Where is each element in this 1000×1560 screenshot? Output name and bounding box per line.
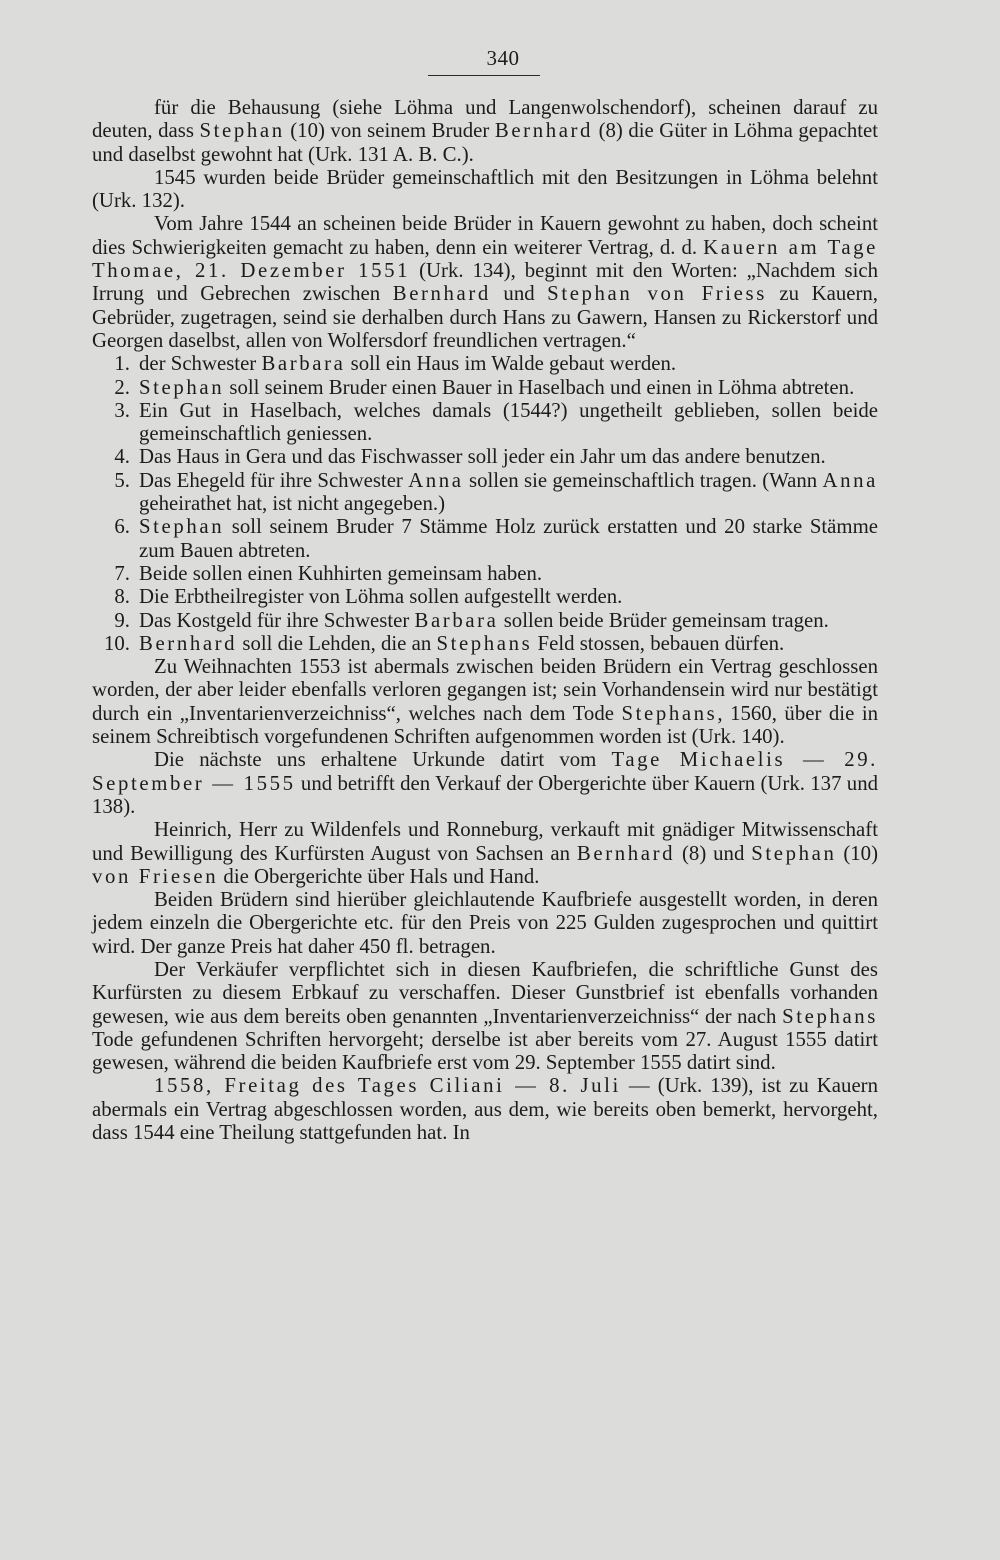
text-run: der Schwester [139, 352, 262, 376]
text-run: und betrifft den Verkauf der Obergerichte über Kauern (Urk. 137 und 138). [92, 771, 878, 818]
text-run: (8) die Güter in Löhma gepachtet und daselbst gewohnt hat (Urk. 131 A. B. C.). [92, 119, 879, 166]
list-item-number: 10. [104, 631, 130, 655]
text-run: Die nächste uns erhaltene Urkunde datirt vom [154, 748, 612, 772]
text-run: Beiden Brüdern sind hierüber gleichlautende Kaufbriefe ausgestellt worden, in deren jedem einzeln die Obergerichte etc. für den Preis von 225 Gulden zugesprochen und quittirt wird. Der ganze Preis hat daher 450 fl. betragen. [92, 888, 878, 958]
list-item [92, 469, 878, 516]
text-run: zu Kauern, Gebrüder, zugetragen, seind sie derhalben durch Hans zu Gawern, Hansen zu Rickerstorf und Georgen daselbst, allen von Wolfersdorf freundlichen vertragen.“ [92, 282, 878, 352]
text-run: (Urk. 134), beginnt mit den Worten: „Nachdem sich Irrung und Gebrechen zwischen [92, 259, 878, 306]
spaced-name-text: Tage Michaelis — 29. September — 1555 [92, 748, 878, 795]
text-run: Beide sollen einen Kuhhirten gemeinsam haben. [139, 561, 543, 585]
text-run: soll seinem Bruder einen Bauer in Haselbach und einen in Löhma abtreten. [224, 375, 855, 399]
paragraphs-bottom [92, 655, 878, 1144]
text-run: Heinrich, Herr zu Wildenfels und Ronneburg, verkauft mit gnädiger Mitwissenschaft und Bewilligung des Kurfürsten August von Sachsen an [92, 818, 878, 865]
spaced-name-text: Bernhard [139, 631, 238, 655]
text-run: die Obergerichte über Hals und Hand. [218, 864, 540, 888]
spaced-name-text: Stephan [139, 375, 225, 399]
spaced-name-text: Barbara [261, 352, 346, 376]
text-run: 1545 wurden beide Brüder gemeinschaftlich mit den Besitzungen in Löhma belehnt (Urk. 132). [92, 165, 878, 213]
header-rule [428, 75, 540, 76]
list-item-text [139, 515, 878, 561]
list-item-text [139, 376, 854, 399]
list-item [92, 376, 878, 399]
text-run: und [490, 282, 548, 306]
text-run: geheirathet hat, ist nicht angegeben.) [139, 492, 446, 516]
spaced-name-text: Bernhard [494, 119, 594, 143]
text-run: sollen sie gemeinschaftlich tragen. (Wann [463, 468, 823, 492]
spaced-name-text: Bernhard [576, 841, 676, 865]
spaced-name-text: 1558, Freitag des Tages Ciliani — 8. Juli [154, 1074, 621, 1098]
text-run: für die Behausung (siehe Löhma und Langenwolschendorf), scheinen darauf zu deuten, dass [92, 96, 878, 143]
spaced-name-text: Stephan [751, 841, 837, 865]
spaced-name-text: Anna [408, 468, 464, 492]
list-item-text [139, 352, 676, 375]
list-item [92, 515, 878, 562]
text-run: (10) von seinem Bruder [284, 119, 495, 143]
agreement-list [92, 352, 878, 655]
spaced-name-text: Stephan [199, 119, 285, 143]
text-run: Feld stossen, bebauen dürfen. [532, 631, 785, 655]
list-item [92, 609, 878, 632]
paragraphs-top [92, 96, 878, 352]
list-item-number: 9. [114, 608, 130, 632]
text-run: Das Kostgeld für ihre Schwester [139, 608, 415, 632]
spaced-name-text: Barbara [414, 608, 499, 632]
text-run: soll die Lehden, die an [237, 631, 437, 655]
text-run: sollen beide Brüder gemeinsam tragen. [498, 608, 829, 632]
list-item-text [139, 609, 829, 632]
spaced-name-text: Stephans [436, 631, 533, 655]
list-item [92, 399, 878, 446]
list-item-number: 7. [114, 561, 130, 585]
paragraph-p4 [92, 655, 878, 748]
list-item [92, 632, 878, 655]
text-run: soll ein Haus im Walde gebaut werden. [345, 352, 677, 376]
list-item-number: 8. [114, 585, 130, 609]
paragraph-p6 [92, 818, 878, 888]
paragraph-p3 [92, 212, 878, 352]
list-item-text [139, 399, 878, 445]
spaced-name-text: Stephan [139, 515, 225, 539]
text-run: Zu Weihnachten 1553 ist abermals zwischen beiden Brüdern ein Vertrag geschlossen worden, der aber leider ebenfalls verloren gegangen ist; sein Vorhandensein wird nur bestätigt durch ein „Inventarienverzeichniss“, welches nach dem Tode [92, 655, 878, 725]
text-run: (8) und [675, 841, 752, 865]
paragraph-p8 [92, 958, 878, 1074]
list-item-text [139, 562, 542, 585]
page-body [92, 96, 878, 1144]
list-item-text [139, 469, 878, 515]
spaced-name-text: Stephans [782, 1004, 878, 1028]
text-run: Tode gefundenen Schriften hervorgeht; derselbe ist aber bereits vom 27. August 1555 datirt gewesen, während die beiden Kaufbriefe erst vom 29. September 1555 datirt sind. [92, 1027, 878, 1075]
page-number: 340 [486, 46, 520, 70]
list-item-number: 5. [114, 468, 130, 492]
paragraph-p5 [92, 748, 878, 818]
list-item [92, 352, 878, 375]
list-item-text [139, 445, 826, 468]
list-item-text [139, 585, 622, 608]
list-item-number: 6. [114, 515, 130, 539]
text-run: Das Ehegeld für ihre Schwester [139, 468, 409, 492]
list-item-number: 1. [114, 352, 130, 376]
text-run: Das Haus in Gera und das Fischwasser soll jeder ein Jahr um das andere benutzen. [139, 445, 826, 469]
spaced-name-text: Anna [822, 468, 878, 492]
list-item-number: 2. [114, 375, 130, 399]
text-run: , 1560, über die in seinem Schreibtisch vorgefundenen Schriften aufgenommen worden ist (Urk. 140). [92, 701, 878, 749]
list-item-number: 4. [114, 445, 130, 469]
text-run: — (Urk. 139), ist zu Kauern abermals ein Vertrag abgeschlossen worden, aus dem, wie bereits oben bemerkt, hervorgeht, dass 1544 eine Theilung stattgefunden hat. In [92, 1074, 878, 1145]
list-item [92, 445, 878, 468]
text-run: (10) [836, 841, 878, 865]
spaced-name-text: von Friesen [92, 864, 219, 888]
paragraph-p1 [92, 96, 878, 166]
paragraph-p2 [92, 166, 878, 213]
paragraph-p9 [92, 1074, 878, 1144]
text-run: Vom Jahre 1544 an scheinen beide Brüder in Kauern gewohnt zu haben, doch scheint dies Schwierigkeiten gemacht zu haben, denn ein weiterer Vertrag, d. d. [92, 212, 878, 259]
list-item-number: 3. [114, 398, 130, 422]
spaced-name-text: Stephan von Friess [547, 282, 767, 306]
spaced-name-text: Stephans [621, 701, 718, 725]
list-item-text [139, 632, 784, 655]
spaced-name-text: Bernhard [392, 282, 491, 306]
list-item [92, 562, 878, 585]
text-run: Der Verkäufer verpflichtet sich in diesen Kaufbriefen, die schriftliche Gunst des Kurfürsten zu diesem Erbkauf zu verschaffen. Dieser Gunstbrief ist ebenfalls vorhanden gewesen, wie aus dem bereits oben genannten „Inventarienverzeichniss“ der nach [92, 957, 878, 1028]
spaced-name-text: Kauern am Tage Thomae, 21. Dezember 1551 [92, 235, 878, 283]
text-run: soll seinem Bruder 7 Stämme Holz zurück erstatten und 20 starke Stämme zum Bauen abtreten. [139, 515, 878, 562]
text-run: Die Erbtheilregister von Löhma sollen aufgestellt werden. [139, 585, 623, 609]
text-run: Ein Gut in Haselbach, welches damals (1544?) ungetheilt geblieben, sollen beide gemeinschaftlich geniessen. [139, 398, 878, 446]
list-item [92, 585, 878, 608]
paragraph-p7 [92, 888, 878, 958]
